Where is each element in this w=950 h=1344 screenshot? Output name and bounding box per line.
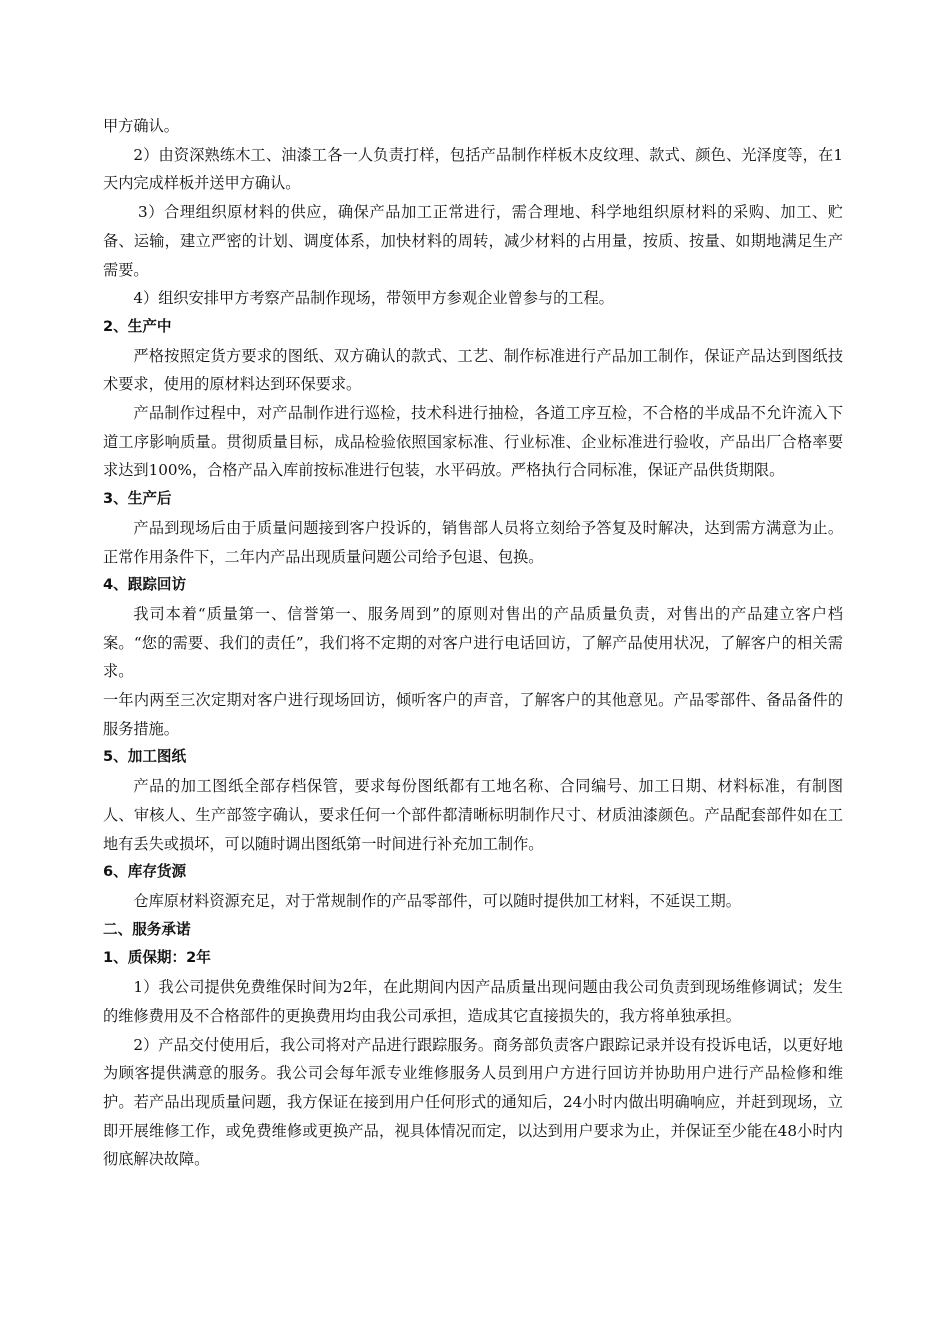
section-heading: 3、生产后	[103, 490, 172, 508]
section-heading: 2、生产中	[103, 317, 172, 335]
section-heading: 6、库存货源	[103, 863, 187, 881]
paragraph: 严格按照定货方要求的图纸、双方确认的款式、工艺、制作标准进行产品加工制作，保证产品达到图纸技术要求，使用的原材料达到环保要求。	[103, 346, 843, 394]
paragraph: 4）组织安排甲方考察产品制作现场，带领甲方参观企业曾参与的工程。	[133, 289, 614, 308]
document-page	[103, 112, 843, 1174]
paragraph: 仓库原材料资源充足，对于常规制作的产品零部件，可以随时提供加工材料，不延误工期。	[133, 891, 741, 910]
paragraph: 2）产品交付使用后，我公司将对产品进行跟踪服务。商务部负责客户跟踪记录并设有投诉电话，以更好地为顾客提供满意的服务。我公司会每年派专业维修服务人员到用户方进行回访并协助用户进行产品检修和维护。若产品出现质量问题，我方保证在接到用户任何形式的通知后，24小时内做出明确响应，并赶到现场，立即开展维修工作，或免费维修或更换产品，视具体情况而定，以达到用户要求为止，并保证至少能在48小时内彻底解决故障。	[103, 1035, 843, 1169]
paragraph: 甲方确认。	[103, 117, 179, 135]
paragraph: 产品的加工图纸全部存档保管，要求每份图纸都有工地名称、合同编号、加工日期、材料标准，有制图人、审核人、生产部签字确认，要求任何一个部件都清晰标明制作尺寸、材质油漆颜色。产品配套部件如在工地有丢失或损坏，可以随时调出图纸第一时间进行补充加工制作。	[103, 777, 843, 853]
section-heading: 5、加工图纸	[103, 748, 187, 766]
section-heading: 4、跟踪回访	[103, 576, 187, 594]
section-heading: 二、服务承诺	[103, 920, 191, 938]
paragraph: 3）合理组织原材料的供应，确保产品加工正常进行，需合理地、科学地组织原材料的采购、加工、贮备、运输，建立严密的计划、调度体系，加快材料的周转，减少材料的占用量，按质、按量、如期地满足生产需要。	[103, 203, 843, 279]
paragraph: 一年内两至三次定期对客户进行现场回访，倾听客户的声音，了解客户的其他意见。产品零部件、备品备件的服务措施。	[103, 691, 843, 738]
section-heading: 1、质保期：2年	[103, 949, 211, 967]
paragraph: 我司本着“质量第一、信誉第一、服务周到”的原则对售出的产品质量负责，对售出的产品建立客户档案。“您的需要、我们的责任”，我们将不定期的对客户进行电话回访，了解产品使用状况，了解客户的相关需求。	[103, 604, 843, 681]
paragraph: 产品到现场后由于质量问题接到客户投诉的，销售部人员将立刻给予答复及时解决，达到需方满意为止。正常作用条件下，二年内产品出现质量问题公司给予包退、包换。	[103, 518, 843, 566]
paragraph: 1）我公司提供免费维保时间为2年，在此期间内因产品质量出现问题由我公司负责到现场维修调试；发生的维修费用及不合格部件的更换费用均由我公司承担，造成其它直接损失的，我方将单独承担。	[103, 978, 843, 1025]
paragraph: 2）由资深熟练木工、油漆工各一人负责打样，包括产品制作样板木皮纹理、款式、颜色、光泽度等，在1天内完成样板并送甲方确认。	[103, 145, 843, 193]
paragraph: 产品制作过程中，对产品制作进行巡检，技术科进行抽检，各道工序互检，不合格的半成品不允许流入下道工序影响质量。贯彻质量目标，成品检验依照国家标准、行业标准、企业标准进行验收，产品出厂合格率要求达到100%，合格产品入库前按标准进行包装，水平码放。严格执行合同标准，保证产品供货期限。	[103, 404, 843, 480]
